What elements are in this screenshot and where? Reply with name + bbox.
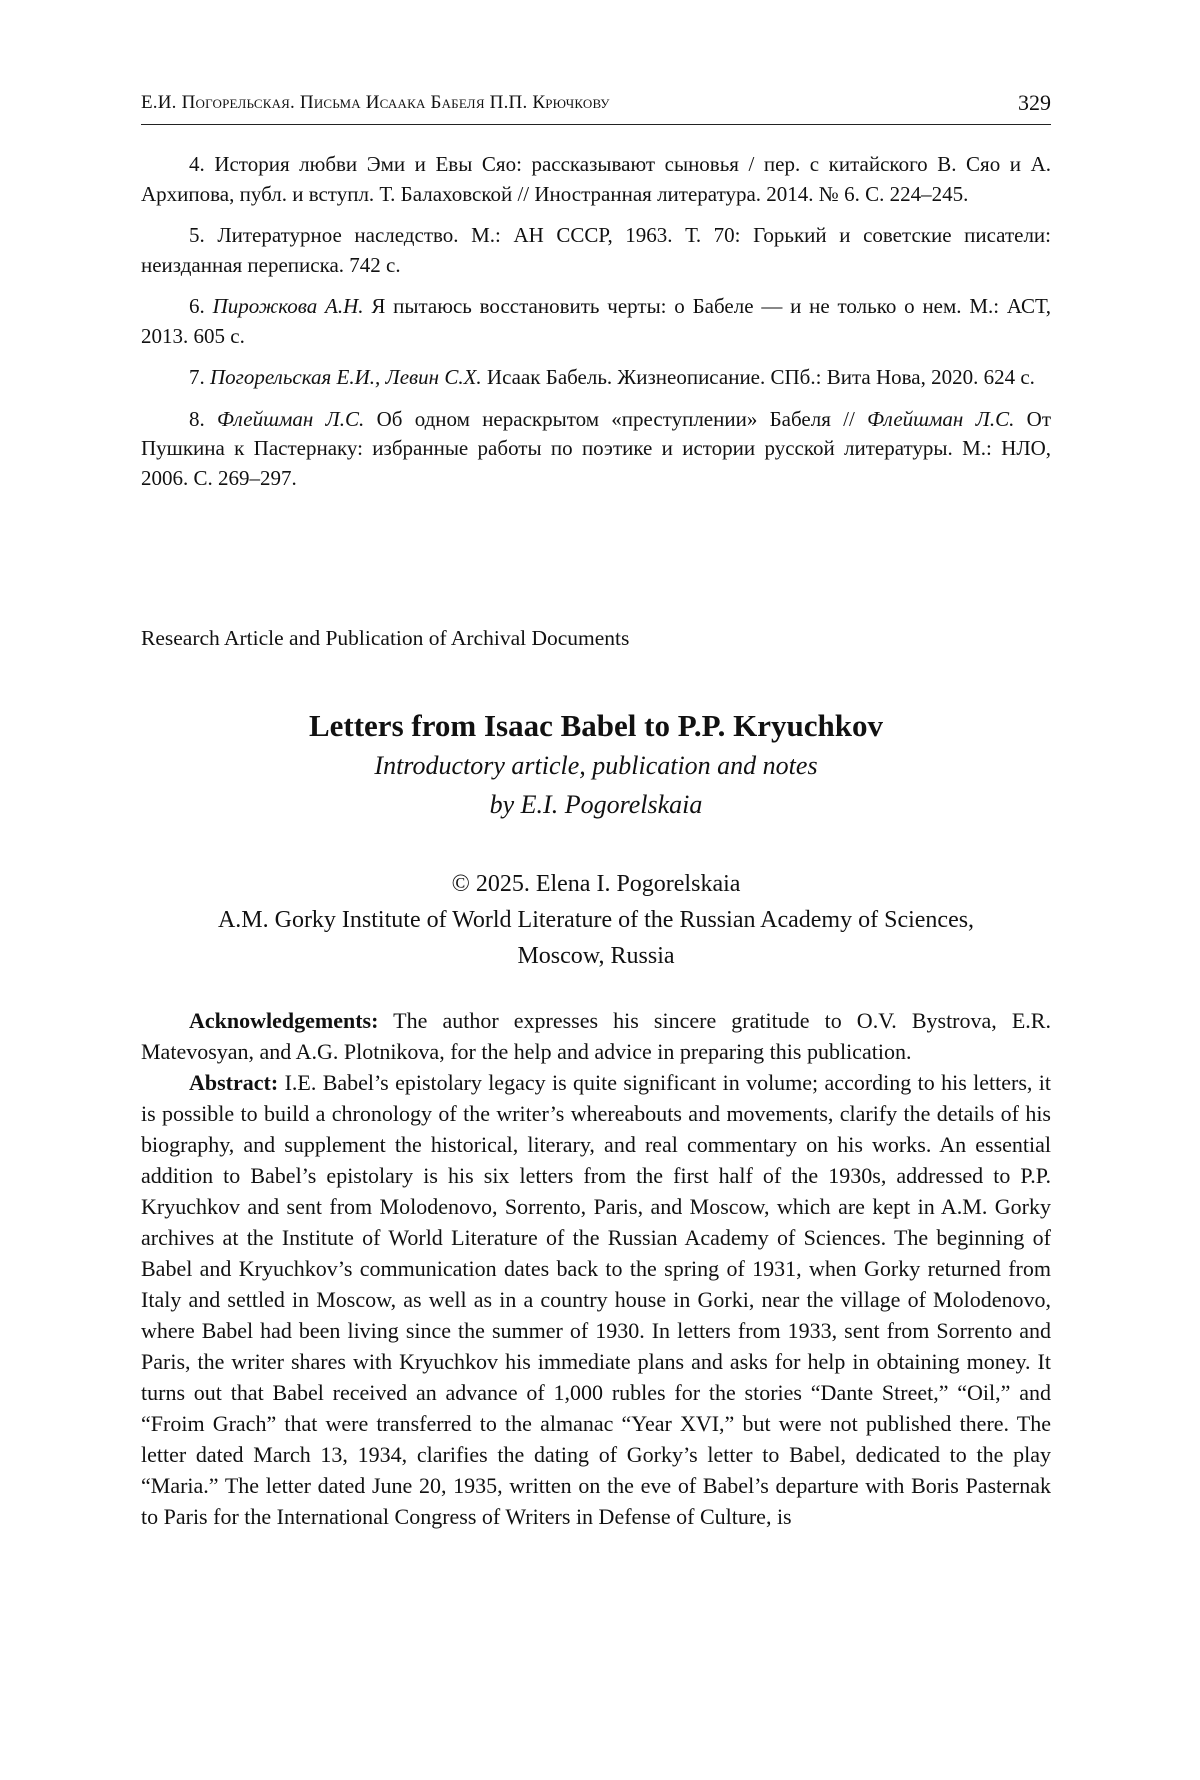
article-body [141, 1005, 1051, 1532]
page-number: 329 [1018, 90, 1051, 115]
abstract-text: I.E. Babel’s epistolary legacy is quite significant in volume; according to his letters, it is possible to build a chronology of the writer’s whereabouts and movements, clarify the details of his biography, and supplement the historical, literary, and real commentary on his works. An essential addition to Babel’s epistolary is his six letters from the first half of the 1930s, addressed to P.P. Kryuchkov and sent from Molodenovo, Sorrento, Paris, and Moscow, which are kept in A.M. Gorky archives at the Institute of World Literature of the Russian Academy of Sciences. The beginning of Babel and Kryuchkov’s communication dates back to the spring of 1931, when Gorky returned from Italy and settled in Moscow, as well as in a country house in Gorki, near the village of Molodenovo, where Babel had been living since the summer of 1930. In letters from 1933, sent from Sorrento and Paris, the writer shares with Kryuchkov his immediate plans and asks for help in obtaining money. It turns out that Babel received an advance of 1,000 rubles for the stories “Dante Street,” “Oil,” and “Froim Grach” that were transferred to the almanac “Year XVI,” but were not published there. The letter dated March 13, 1934, clarifies the dating of Gorky’s letter to Babel, dedicated to the play “Maria.” The letter dated June 20, 1935, written on the eve of Babel’s departure with Boris Pasternak to Paris for the International Congress of Writers in Defense of Culture, is [141, 1070, 1052, 1529]
reference-item: 5. Литературное наследство. М.: АН СССР, 1963. Т. 70: Горький и советские писатели: неизданная переписка. 742 с. [141, 223, 1051, 277]
affiliation-line-1: A.M. Gorky Institute of World Literature of the Russian Academy of Sciences, [217, 907, 975, 933]
acknowledgements-label: Acknowledgements: [189, 1008, 379, 1033]
article-subtitle-line-2: by E.I. Pogorelskaia [489, 790, 703, 819]
abstract-paragraph [141, 1067, 1051, 1532]
running-header [141, 92, 1051, 125]
reference-item: 6. Пирожкова А.Н. Я пытаюсь восстановить черты: о Бабеле — и не только о нем. М.: АСТ, 2013. 605 с. [141, 294, 1052, 348]
article-subtitle-line-1: Introductory article, publication and notes [374, 751, 818, 780]
reference-item: 8. Флейшман Л.С. Об одном нераскрытом «преступлении» Бабеля // Флейшман Л.С. От Пушкина к Пастернаку: избранные работы по поэтике и истории русской литературы. М.: НЛО, 2006. С. 269–297. [141, 406, 1051, 490]
abstract-label: Abstract: [189, 1070, 279, 1095]
reference-list [141, 150, 1051, 505]
acknowledgements-paragraph [141, 1005, 1051, 1067]
copyright-line: © 2025. Elena I. Pogorelskaia [451, 871, 741, 897]
title-block [141, 706, 1051, 824]
affiliation-line-2: Moscow, Russia [517, 943, 675, 969]
reference-item: 7. Погорельская Е.И., Левин С.Х. Исаак Бабель. Жизнеописание. СПб.: Вита Нова, 2020. 624 с. [189, 365, 1035, 389]
acknowledgements-text: The author expresses his sincere gratitude to O.V. Bystrova, E.R. Matevosyan, and A.G. Plotnikova, for the help and advice in preparing this publication. [141, 1008, 1051, 1064]
author-block [141, 866, 1051, 974]
article-title: Letters from Isaac Babel to P.P. Kryuchkov [308, 708, 884, 743]
running-title: Е.И. Погорельская. Письма Исаака Бабеля П.П. Крючкову [141, 92, 610, 113]
reference-item: 4. История любви Эми и Евы Сяо: рассказывают сыновья / пер. с китайского В. Сяо и А. Архипова, публ. и вступл. Т. Балаховской // Иностранная литература. 2014. № 6. С. 224–245. [141, 152, 1051, 206]
section-label: Research Article and Publication of Archival Documents [141, 626, 630, 650]
